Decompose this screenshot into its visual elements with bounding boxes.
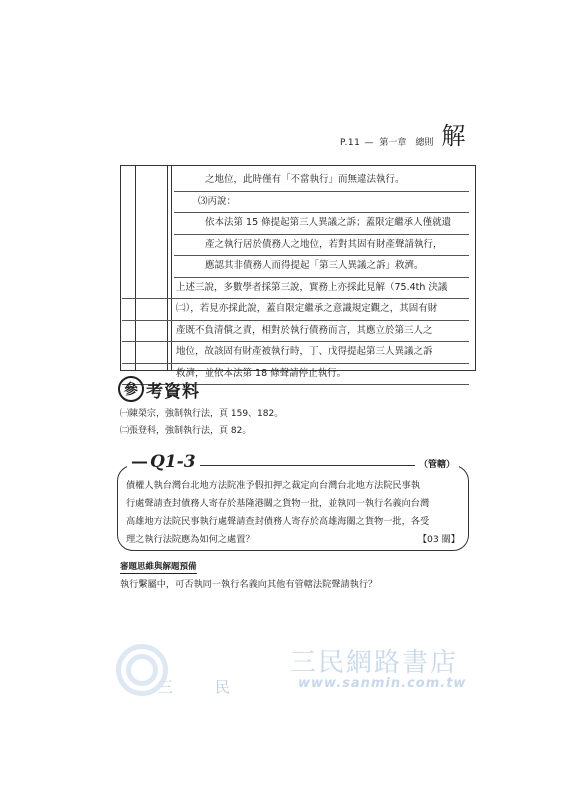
question-body [126,477,460,549]
question-line: 理之執行法院應為如何之處置？ [126,534,255,545]
reference-item: ㈠陳榮宗，強制執行法，頁 159、182。 [120,409,284,419]
table-line: 救濟，並依本法第 18 條聲請停止執行。 [122,364,469,386]
question-topic: （管轄） [415,457,459,470]
table-line: 應認其非債務人而得提起「第三人異議之訴」救濟。 [174,256,469,278]
header-separator: — [364,138,374,148]
watermark-char: 民 [215,678,231,696]
table-line: 依本法第 15 條提起第三人異議之訴；蓋限定繼承人僅就遺 [174,213,469,235]
chapter-title: 第一章 總則 [379,138,434,148]
question-line: 行處聲請查封債務人寄存於基隆港關之貨物一批，並執同一執行名義向台灣 [126,498,430,509]
page-header [340,118,490,148]
table-line: 產既不負清償之責，相對於執行債務而言，其應立於第三人之 [122,321,469,343]
page-number: P.11 [340,138,361,148]
table-line: 之地位，此時僅有「不當執行」而無違法執行。 [174,170,469,192]
table-line: 地位，故該固有財產被執行時，丁、戊得提起第三人異議之訴 [122,342,469,364]
question-line-last [126,531,460,549]
references-title: 考資料 [146,381,200,402]
question-label: — Q1-3 [127,452,200,472]
question-line: 債權人執台灣台北地方法院准予假扣押之裁定向台灣台北地方法院民事執 [126,480,420,491]
question-source: 【03 關】 [417,534,460,545]
watermark [110,640,470,700]
reference-item: ㈡張登科，強制執行法，頁 82。 [120,426,252,436]
references-list [120,406,283,440]
table-line: ⑶丙說： [174,192,469,214]
references-heading [118,376,200,402]
watermark-url: www.sanmin.com.tw [298,676,467,691]
watermark-name: 三民網路書店 [290,648,459,678]
answer-table [120,165,476,379]
reference-icon: 參 [118,376,144,402]
question-box [117,452,469,551]
thinking-title: 審題思維與解題預備 [120,562,197,572]
table-line: 上述三說，多數學者採第三說，實務上亦採此見解（75.4th 決議 [122,278,469,300]
table-lines [174,170,469,385]
thinking-text: 執行繫屬中，可否執同一執行名義向其他有管轄法院聲請執行？ [120,579,378,590]
table-line: 產之執行居於債務人之地位，若對其固有財產聲請執行， [174,235,469,257]
section-mark: 解 [441,122,466,150]
watermark-char: 三 [158,678,174,696]
question-line: 高雄地方法院民事執行處聲請查封債務人寄存於高雄海關之貨物一批，各受 [126,516,430,527]
table-line: ㈡），若見亦採此說，蓋自限定繼承之意識規定觀之，其固有財 [122,299,469,321]
